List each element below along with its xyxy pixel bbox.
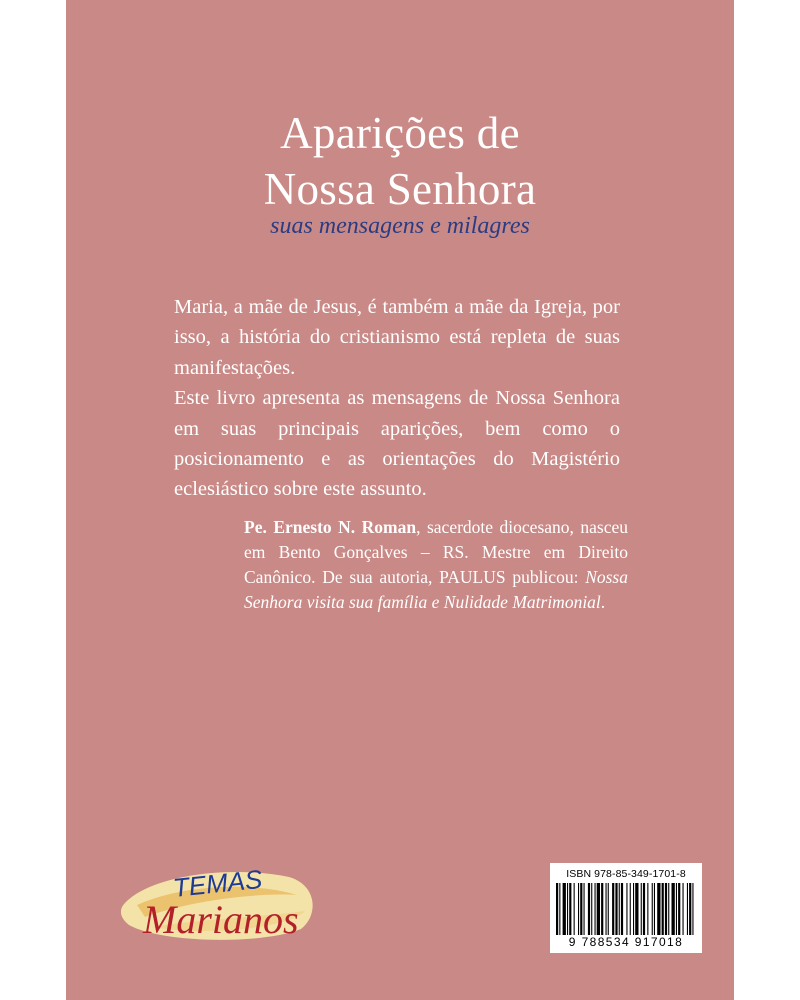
author-bio [244,515,628,615]
book-description [174,292,620,505]
series-logo [121,855,321,945]
barcode-digits: 9 788534 917018 [568,935,684,949]
author-name: Pe. Ernesto N. Roman [244,517,417,537]
isbn-label: ISBN 978-85-349-1701-8 [566,868,686,880]
author-works: Nossa Senhora visita sua família e Nulidade Matrimonial [244,567,628,612]
series-logo-graphic [121,855,321,945]
author-bio-period: . [600,592,606,612]
book-title-line-2: Nossa Senhora [263,164,537,214]
series-logo-line-2: Marianos [143,897,299,942]
barcode-bars [554,883,698,935]
author-bio-text: , sacerdote diocesano, nasceu em Bento Gonçalves – RS. Mestre em Direito Canônico. De sua autoria, PAULUS publicou: [244,517,628,587]
series-logo-line-1: TEMAS [171,863,264,903]
book-back-cover [66,0,734,1000]
description-paragraph-2: Este livro apresenta as mensagens de Nossa Senhora em suas principais aparições, bem como o posicionamento e as orientações do Magistério eclesiástico sobre este assunto. [174,387,620,501]
book-subtitle: suas mensagens e milagres [270,213,530,239]
book-title-line-1: Aparições de [280,108,520,158]
description-paragraph-1: Maria, a mãe de Jesus, é também a mãe da Igreja, por isso, a história do cristianismo está repleta de suas manifestações. [174,296,620,379]
isbn-barcode [550,863,702,953]
